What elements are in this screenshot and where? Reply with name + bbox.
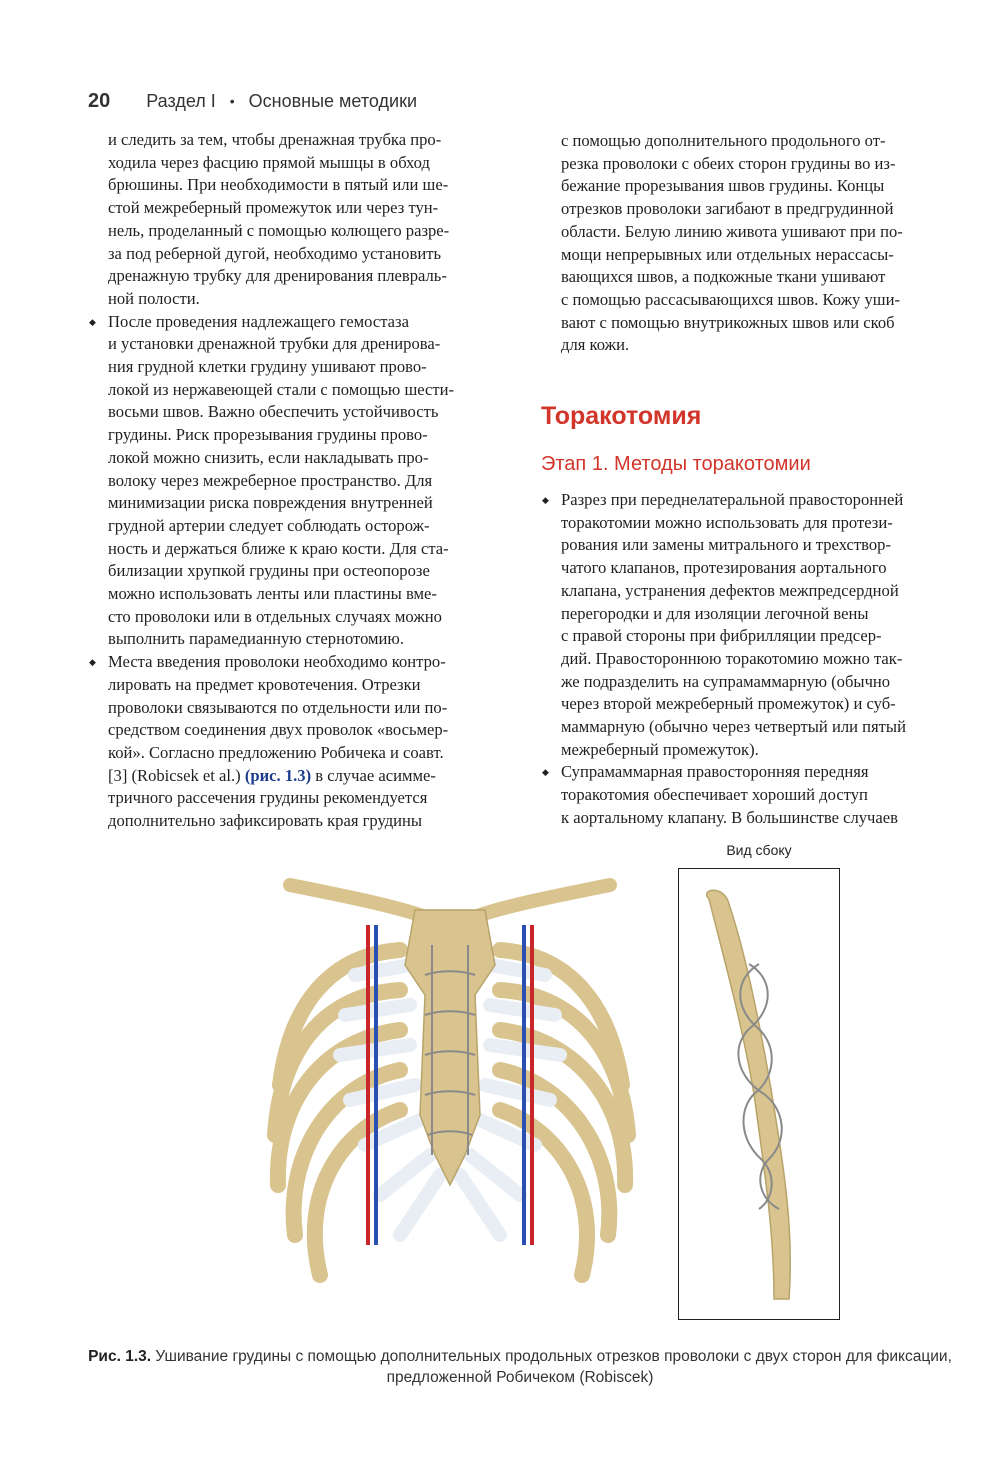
paragraph-continued: и следить за тем, чтобы дренажная трубка про- ходила через фасцию прямой мышцы в обход брюшины. При необходимости в пятый или ше- стой межреберный промежуток или через тун- нель, проделанный с помощью колющего разре- за под реберной дугой, необходимо установить дренажную трубку для дренирования плевраль- ной полости. bbox=[108, 130, 450, 308]
sternum-side-view bbox=[679, 869, 839, 1319]
subsection-heading: Этап 1. Методы торакотомии bbox=[541, 453, 811, 476]
chapter-title: Основные методики bbox=[248, 90, 417, 111]
ribs-left bbox=[275, 950, 400, 1275]
chest-illustration bbox=[250, 855, 670, 1325]
ribs-right bbox=[500, 950, 628, 1275]
side-view-label: Вид сбоку bbox=[726, 842, 792, 858]
paragraph-continued-right: с помощью дополнительного продольного от- резка проволоки с обеих сторон грудины во из- бежание прорезывания швов грудины. Концы отрезков проволоки загибают в предгрудинной области. Белую линию живота ушивают при по- мощи непрерывных или отдельных нерассасы- вающихся швов, а подкожные ткани ушивают с помощью рассасывающихся швов. Кожу уши- вают с помощью внутрикожных швов или скоб для кожи. bbox=[561, 131, 903, 355]
list-item-right-thoracotomy: ◆ Разрез при переднелатеральной правосторонней торакотомии можно использовать для протези- рования или замены митрального и трехствор- чатого клапанов, протезирования аортального клапана, устранения дефектов межпредсердной перегородки и для изоляции легочной вены с правой стороны при фибрилляции предсер- дий. Правостороннюю торакотомию можно так- же подразделить на супрамаммарную (обычно через второй межреберный промежуток) и суб- маммарную (обычно через четвертый или пятый межреберный промежуток). bbox=[541, 489, 963, 761]
sternum bbox=[405, 910, 495, 1185]
caption-label: Рис. 1.3. bbox=[88, 1348, 152, 1365]
header-separator: • bbox=[229, 93, 235, 109]
section-label: Раздел I bbox=[146, 90, 216, 111]
figure-reference-link[interactable]: (рис. 1.3) bbox=[244, 765, 312, 785]
running-header bbox=[88, 86, 417, 116]
left-column bbox=[88, 129, 511, 833]
list-item-wire-sites: ◆ Места введения проволоки необходимо контро- лировать на предмет кровотечения. Отрезки проволоки связываются по отдельности или по- средством соединения двух проволок «восьмер- кой». Согласно предложению Робичека и соавт. [3] (Robicsek et al.) (рис. 1.3) в случае асимме- тричного рассечения грудины рекомендуется дополнительно зафиксировать края грудины bbox=[88, 651, 511, 833]
caption-text: Ушивание грудины с помощью дополнительных продольных отрезков проволоки с двух сторон для фиксации, предложенной Робичеком (Robiscek) bbox=[151, 1348, 952, 1386]
right-column bbox=[541, 130, 963, 830]
figure-caption bbox=[60, 1346, 980, 1388]
list-item-supramammary: ◆ Супрамаммарная правосторонняя передняя торакотомия обеспечивает хороший доступ к аортальному клапану. В большинстве случаев bbox=[541, 761, 963, 829]
side-view-panel bbox=[678, 868, 840, 1320]
list-item-sternum-closure: ◆ После проведения надлежащего гемостаза и установки дренажной трубки для дренирова- ния грудной клетки грудину ушивают прово- локой из нержавеющей стали с помощью шести- восьми швов. Важно обеспечить устойчивость грудины. Риск прорезывания грудины прово- локой можно снизить, если накладывать про- волоку через межреберное пространство. Для минимизации риска повреждения внутренней грудной артерии следует соблюдать осторож- ность и держаться ближе к краю кости. Для ста- билизации хрупкой грудины при остеопорозе можно использовать ленты или пластины вме- сто проволоки или в отдельных случаях можно выполнить парамедианную стернотомию. bbox=[88, 311, 511, 652]
section-heading: Торакотомия bbox=[541, 402, 702, 431]
page-number: 20 bbox=[88, 89, 111, 112]
